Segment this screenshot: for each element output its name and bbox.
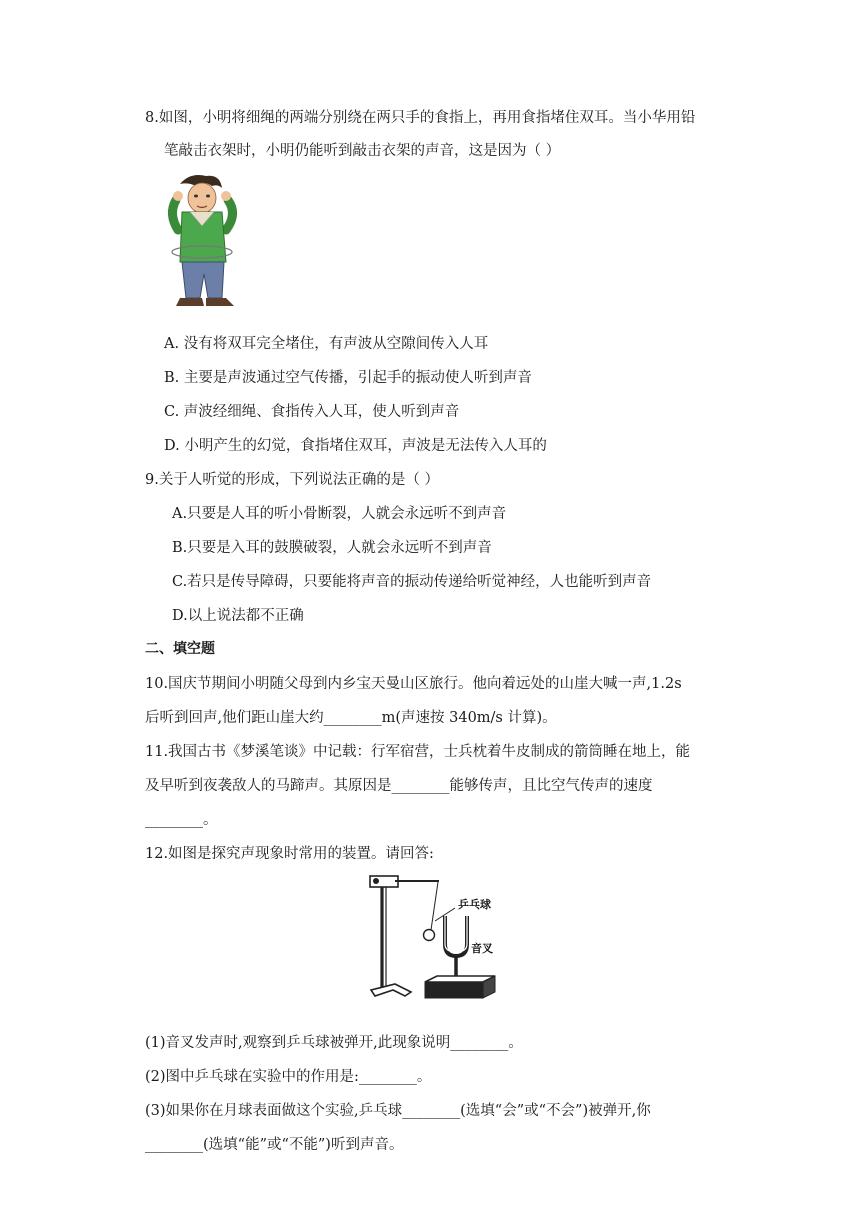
q12-sub3-line1: (3)如果你在月球表面做这个实验,乒乓球________(选填“会”或“不会”)被弹开,你 [145, 1103, 651, 1119]
section-title: 二、填空题 [145, 641, 215, 657]
q11-line3: ________。 [145, 812, 218, 828]
tuning-fork-figure [365, 872, 500, 1004]
q11-line1: 11.我国古书《梦溪笔谈》中记载：行军宿营，士兵枕着牛皮制成的箭筒睡在地上，能 [145, 744, 691, 760]
q11-line2: 及早听到夜袭敌人的马蹄声。其原因是________能够传声，且比空气传声的速度 [145, 778, 653, 794]
q12-sub1: (1)音叉发声时,观察到乒乓球被弹开,此现象说明________。 [145, 1035, 523, 1051]
q8-option-c: C. 声波经细绳、食指传入人耳，使人听到声音 [164, 404, 460, 420]
q10-line2: 后听到回声,他们距山崖大约________m(声速按 340m/s 计算)。 [145, 710, 557, 726]
q8-option-d: D. 小明产生的幻觉，食指堵住双耳，声波是无法传入人耳的 [164, 438, 547, 454]
q12-stem: 12.如图是探究声现象时常用的装置。请回答: [145, 846, 434, 862]
q12-sub2: (2)图中乒乓球在实验中的作用是:________。 [145, 1069, 432, 1085]
q9-option-c: C.若只是传导障碍，只要能将声音的振动传递给听觉神经，人也能听到声音 [172, 574, 652, 590]
q9-option-a: A.只要是人耳的听小骨断裂，人就会永远听不到声音 [172, 506, 507, 522]
q8-stem-line2: 笔敲击衣架时，小明仍能听到敲击衣架的声音，这是因为（ ） [164, 143, 561, 159]
q8-option-b: B. 主要是声波通过空气传播，引起手的振动使人听到声音 [164, 370, 532, 386]
q9-option-b: B.只要是入耳的鼓膜破裂，人就会永远听不到声音 [172, 540, 492, 556]
q10-line1: 10.国庆节期间小明随父母到内乡宝天曼山区旅行。他向着远处的山崖大喊一声,1.2s [145, 676, 682, 692]
q8-option-a: A. 没有将双耳完全堵住，有声波从空隙间传入人耳 [164, 336, 489, 352]
q9-option-d: D.以上说法都不正确 [172, 608, 304, 624]
boy-plugging-ears-figure [160, 170, 250, 320]
label-tuning-fork: 音叉 [471, 942, 493, 955]
q9-stem: 9.关于人听觉的形成，下列说法正确的是（ ） [145, 472, 439, 488]
label-ping-pong-ball: 乒乓球 [458, 898, 491, 911]
q8-stem-line1: 8.如图，小明将细绳的两端分别绕在两只手的食指上，再用食指堵住双耳。当小华用铅 [145, 110, 696, 126]
q12-sub3-line2: ________(选填“能”或“不能”)听到声音。 [145, 1137, 404, 1153]
